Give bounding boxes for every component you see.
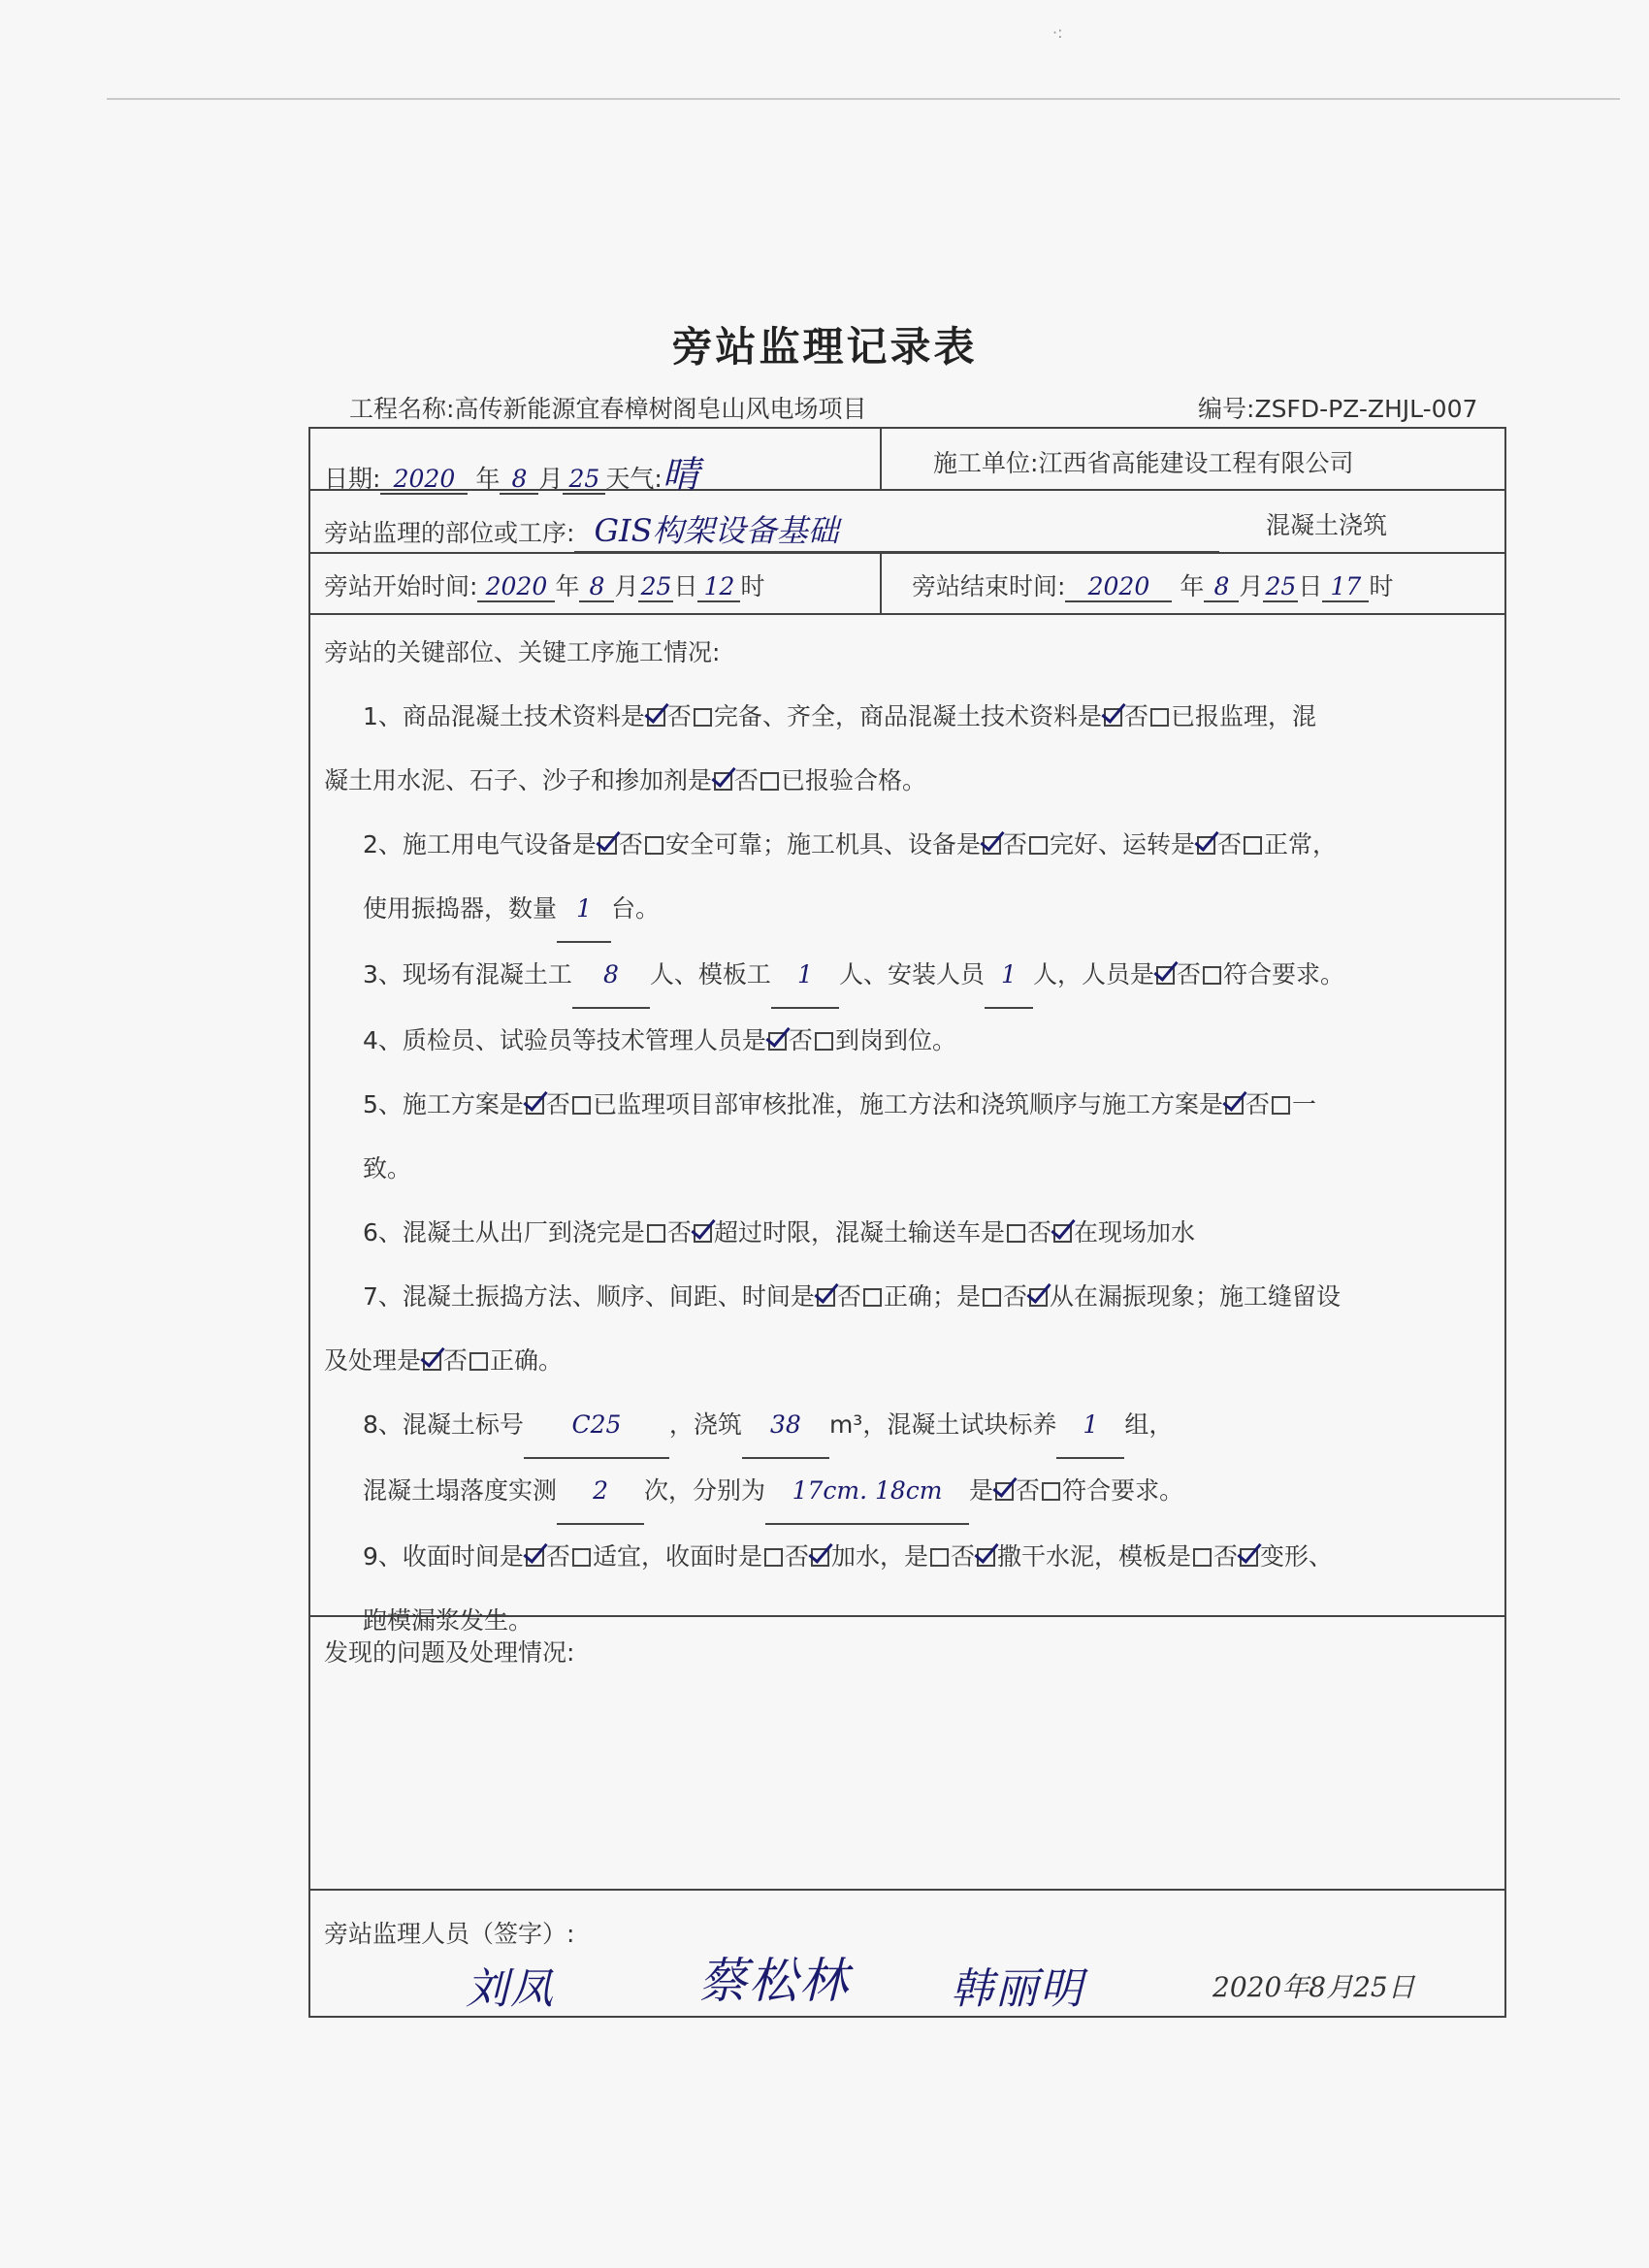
hour-unit: 时 <box>1369 572 1394 600</box>
end-hour: 17 <box>1322 572 1369 602</box>
situation-section <box>324 621 1493 1653</box>
date-year: 2020 <box>380 465 468 495</box>
row-divider <box>310 613 1504 615</box>
record-form <box>308 427 1506 2018</box>
end-month: 8 <box>1204 572 1239 602</box>
item-5-cont: 致。 <box>363 1154 412 1183</box>
slump-test-times: 2 <box>557 1459 644 1525</box>
start-year: 2020 <box>477 572 555 602</box>
checkbox-empty[interactable] <box>647 1224 665 1243</box>
month-unit: 月 <box>614 572 639 600</box>
checkbox-checked[interactable] <box>977 1548 995 1567</box>
checkbox-empty[interactable] <box>694 708 712 727</box>
item-1: 1、商品混凝土技术资料是 否 完备、齐全，商品混凝土技术资料是 否 已报监理，混 <box>363 702 1316 730</box>
row-divider <box>310 1889 1504 1891</box>
work-process: 混凝土浇筑 <box>1266 511 1388 539</box>
situation-heading: 旁站的关键部位、关键工序施工情况: <box>324 638 721 666</box>
end-day: 25 <box>1263 572 1298 602</box>
checkbox-checked[interactable] <box>1053 1224 1072 1243</box>
checkbox-checked[interactable] <box>598 836 617 855</box>
year-unit: 年 <box>1180 572 1205 600</box>
contractor-name: 江西省高能建设工程有限公司 <box>1038 449 1354 477</box>
checkbox-checked[interactable] <box>423 1352 441 1371</box>
end-time-field <box>912 567 1393 602</box>
start-hour: 12 <box>697 572 740 602</box>
date-label: 日期: <box>324 465 381 493</box>
signature-label: 旁站监理人员（签字）: <box>324 1920 575 1948</box>
item-1-cont: 凝土用水泥、石子、沙子和掺加剂是 否 已报验合格。 <box>324 766 927 794</box>
checkbox-empty[interactable] <box>645 836 663 855</box>
start-day: 25 <box>638 572 673 602</box>
checkbox-empty[interactable] <box>1193 1548 1212 1567</box>
year-unit: 年 <box>475 465 501 493</box>
vibrator-count: 1 <box>557 877 611 943</box>
start-time-label: 旁站开始时间: <box>324 572 478 600</box>
contractor-label: 施工单位: <box>933 449 1039 477</box>
checkbox-checked[interactable] <box>714 772 732 791</box>
checkbox-empty[interactable] <box>815 1032 833 1051</box>
signature-2: 蔡松林 <box>698 1953 850 2009</box>
checkbox-checked[interactable] <box>1225 1096 1244 1115</box>
checkbox-checked[interactable] <box>1197 836 1215 855</box>
project-line <box>349 390 866 425</box>
month-unit: 月 <box>538 465 564 493</box>
checkbox-checked[interactable] <box>983 836 1001 855</box>
formwork-workers: 1 <box>771 943 839 1009</box>
install-workers: 1 <box>985 943 1033 1009</box>
checkbox-empty[interactable] <box>1150 708 1169 727</box>
slump-values: 17cm. 18cm <box>765 1459 969 1525</box>
end-year: 2020 <box>1065 572 1172 602</box>
checkbox-checked[interactable] <box>647 708 665 727</box>
checkbox-empty[interactable] <box>760 772 779 791</box>
start-month: 8 <box>579 572 614 602</box>
signature-1: 刘凤 <box>466 1964 555 2014</box>
test-block-groups: 1 <box>1056 1393 1124 1459</box>
checkbox-empty[interactable] <box>1272 1096 1290 1115</box>
checkbox-empty[interactable] <box>930 1548 949 1567</box>
checkbox-checked[interactable] <box>817 1288 835 1307</box>
item-8: 8、混凝土标号 C25 ，浇筑 38 m³，混凝土试块标养 1 组， <box>324 1393 1493 1459</box>
project-label: 工程名称: <box>349 395 455 423</box>
checkbox-empty[interactable] <box>1007 1224 1025 1243</box>
item-2: 2、施工用电气设备是 否 安全可靠；施工机具、设备是 否 完好、运转是 否 正常， <box>363 830 1338 859</box>
checkbox-empty[interactable] <box>1203 966 1221 985</box>
date-day: 25 <box>563 465 605 495</box>
item-6: 6、混凝土从出厂到浇完是 否 超过时限，混凝土输送车是 否 在现场加水 <box>363 1218 1195 1247</box>
work-part-field <box>324 506 1219 553</box>
checkbox-checked[interactable] <box>1104 708 1122 727</box>
checkbox-empty[interactable] <box>1029 836 1048 855</box>
work-part-label: 旁站监理的部位或工序: <box>324 519 575 547</box>
weather-label: 天气: <box>605 465 663 493</box>
checkbox-checked[interactable] <box>768 1032 787 1051</box>
start-time-field <box>324 567 765 602</box>
checkbox-checked[interactable] <box>995 1482 1014 1501</box>
date-month: 8 <box>500 465 538 495</box>
year-unit: 年 <box>555 572 580 600</box>
item-9: 9、收面时间是 否 适宜，收面时是 否 加水，是 否 撒干水泥，模板是 否 变形、 <box>363 1542 1334 1571</box>
column-divider <box>880 429 882 489</box>
item-7: 7、混凝土振捣方法、顺序、间距、时间是 否 正确；是 否 从在漏振现象；施工缝留设 <box>363 1282 1341 1311</box>
code-value: ZSFD-PZ-ZHJL-007 <box>1254 395 1478 423</box>
checkbox-empty[interactable] <box>1244 836 1262 855</box>
checkbox-checked[interactable] <box>526 1548 544 1567</box>
signature-3: 韩丽明 <box>951 1964 1084 2014</box>
checkbox-empty[interactable] <box>863 1288 882 1307</box>
scan-top-rule <box>107 98 1620 100</box>
weather-value: 晴 <box>662 453 699 496</box>
item-3: 3、现场有混凝土工 8 人、模板工 1 人、安装人员 1 人，人员是 否 符合要求。 <box>324 943 1493 1009</box>
concrete-workers: 8 <box>572 943 650 1009</box>
checkbox-empty[interactable] <box>983 1288 1001 1307</box>
work-part-value: GIS构架设备基础 <box>574 506 1219 553</box>
checkbox-checked[interactable] <box>526 1096 544 1115</box>
day-unit: 日 <box>673 572 698 600</box>
checkbox-checked[interactable] <box>1240 1548 1258 1567</box>
checkbox-empty[interactable] <box>764 1548 783 1567</box>
item-2-cont: 使用振捣器，数量 1 台。 <box>324 877 1493 943</box>
contractor-field <box>933 444 1353 479</box>
end-time-label: 旁站结束时间: <box>912 572 1066 600</box>
pour-volume: 38 <box>742 1393 829 1459</box>
date-field <box>324 444 699 498</box>
item-7-cont: 及处理是 否 正确。 <box>324 1346 564 1375</box>
item-5: 5、施工方案是 否 已监理项目部审核批准，施工方法和浇筑顺序与施工方案是 否 一 <box>363 1090 1316 1118</box>
scan-speck: ·: <box>1052 23 1063 42</box>
hour-unit: 时 <box>740 572 765 600</box>
concrete-grade: C25 <box>524 1393 669 1459</box>
signature-date: 2020年8月25日 <box>1212 1971 1415 2003</box>
form-title: 旁站监理记录表 <box>671 323 978 371</box>
month-unit: 月 <box>1239 572 1264 600</box>
item-4: 4、质检员、试验员等技术管理人员是 否 到岗到位。 <box>363 1026 956 1054</box>
code-label: 编号: <box>1198 395 1255 423</box>
form-code-line <box>1198 390 1477 425</box>
checkbox-checked[interactable] <box>811 1548 829 1567</box>
checkbox-checked[interactable] <box>694 1224 712 1243</box>
checkbox-empty[interactable] <box>469 1352 488 1371</box>
checkbox-empty[interactable] <box>572 1548 591 1567</box>
project-name: 高传新能源宜春樟树阁皂山风电场项目 <box>454 395 867 423</box>
checkbox-empty[interactable] <box>572 1096 591 1115</box>
column-divider <box>880 552 882 613</box>
problems-heading: 发现的问题及处理情况: <box>324 1638 575 1667</box>
checkbox-empty[interactable] <box>1042 1482 1060 1501</box>
item-8-cont: 混凝土塌落度实测 2 次，分别为 17cm. 18cm 是 否 符合要求。 <box>324 1459 1493 1525</box>
checkbox-checked[interactable] <box>1029 1288 1048 1307</box>
item-9-cont: 跑模漏浆发生。 <box>363 1606 534 1635</box>
day-unit: 日 <box>1298 572 1323 600</box>
checkbox-checked[interactable] <box>1156 966 1175 985</box>
